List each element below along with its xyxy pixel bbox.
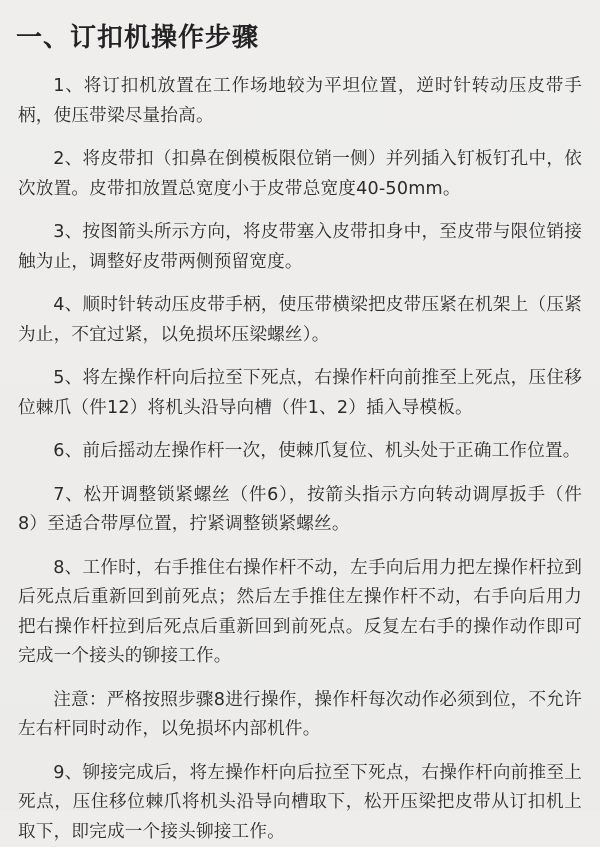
step-4-paragraph: 4、顺时针转动压皮带手柄，使压带横梁把皮带压紧在机架上（压紧为止，不宜过紧，以免损坏压梁螺丝）。 [18,291,582,350]
step-2-paragraph: 2、将皮带扣（扣鼻在倒模板限位销一侧）并列插入钉板钉孔中，依次放置。皮带扣放置总宽度小于皮带总宽度40-50mm。 [18,145,582,204]
note-paragraph: 注意：严格按照步骤8进行操作，操作杆每次动作必须到位，不允许左右杆同时动作，以免损坏内部机件。 [18,686,582,745]
step-1-paragraph: 1、将订扣机放置在工作场地较为平坦位置，逆时针转动压皮带手柄，使压带梁尽量抬高。 [18,72,582,131]
step-9-paragraph: 9、铆接完成后，将左操作杆向后拉至下死点，右操作杆向前推至上死点，压住移位棘爪将机头沿导向槽取下，松开压梁把皮带从订扣机上取下，即完成一个接头铆接工作。 [18,759,582,847]
step-6-paragraph: 6、前后摇动左操作杆一次，使棘爪复位、机头处于正确工作位置。 [18,437,582,467]
step-7-paragraph: 7、松开调整锁紧螺丝（件6），按箭头指示方向转动调厚扳手（件8）至适合带厚位置，拧紧调整锁紧螺丝。 [18,481,582,540]
section-title: 一、订扣机操作步骤 [16,18,600,58]
step-5-paragraph: 5、将左操作杆向后拉至下死点，右操作杆向前推至上死点，压住移位棘爪（件12）将机头沿导向槽（件1、2）插入导模板。 [18,364,582,423]
step-8-paragraph: 8、工作时，右手推住右操作杆不动，左手向后用力把左操作杆拉到后死点后重新回到前死点；然后左手推住左操作杆不动，右手向后用力把右操作杆拉到后死点后重新回到前死点。反复左右手的操作动作即可完成一个接头的铆接工作。 [18,554,582,672]
step-3-paragraph: 3、按图箭头所示方向，将皮带塞入皮带扣身中，至皮带与限位销接触为止，调整好皮带两侧预留宽度。 [18,218,582,277]
